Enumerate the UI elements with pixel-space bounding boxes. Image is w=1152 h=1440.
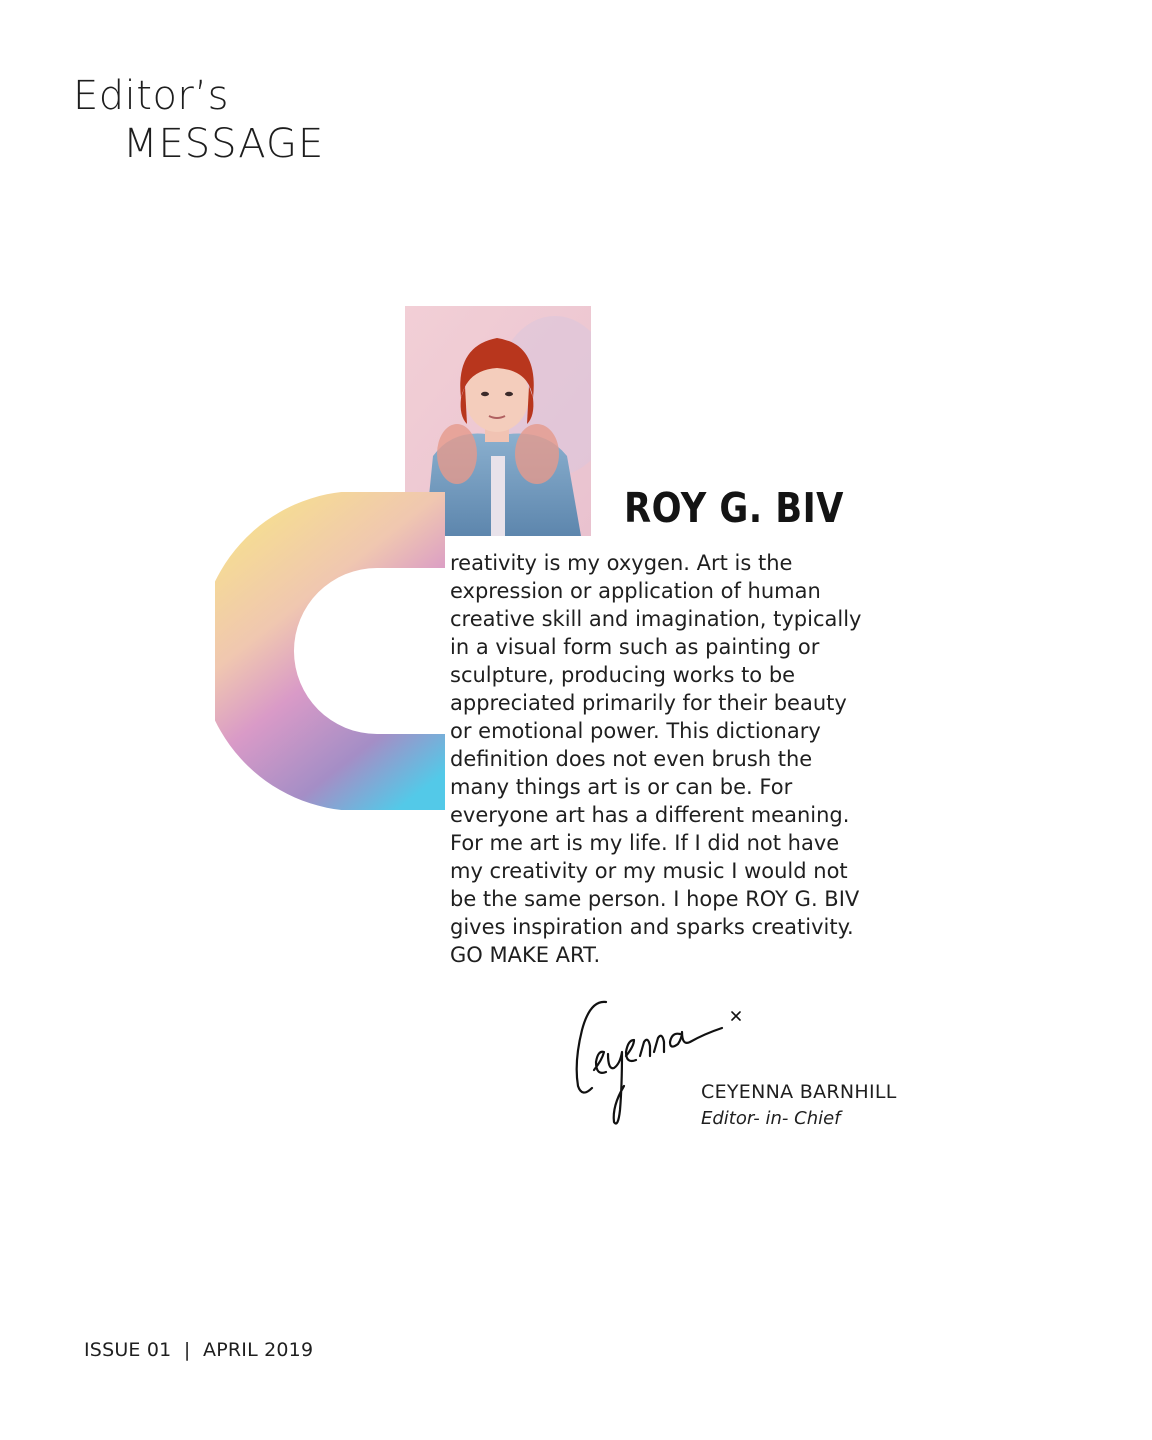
body-line: GO MAKE ART.: [450, 943, 601, 967]
body-line: expression or application of human: [450, 579, 821, 603]
body-line: definition does not even brush the: [450, 747, 813, 771]
issue-footer: ISSUE 01 | APRIL 2019: [84, 1339, 314, 1361]
body-line: creative skill and imagination, typically: [450, 607, 862, 631]
signer-role: Editor- in- Chief: [701, 1108, 841, 1129]
body-line: in a visual form such as painting or: [450, 635, 820, 659]
body-line: be the same person. I hope ROY G. BIV: [450, 887, 860, 911]
signer-name: CEYENNA BARNHILL: [701, 1081, 897, 1103]
body-line: reativity is my oxygen. Art is the: [450, 551, 793, 575]
drop-cap-gradient-c: [215, 492, 445, 810]
heading-message: MESSAGE: [123, 121, 325, 167]
body-line: sculpture, producing works to be: [450, 663, 796, 687]
magazine-title: ROY G. BIV: [624, 484, 844, 532]
body-line: gives inspiration and sparks creativity.: [450, 915, 854, 939]
body-line: or emotional power. This dictionary: [450, 719, 821, 743]
body-line: many things art is or can be. For: [450, 775, 793, 799]
body-line: everyone art has a different meaning.: [450, 803, 850, 827]
editor-message-body: [450, 549, 900, 969]
heading-editors: Editor’s: [73, 73, 229, 119]
body-line: For me art is my life. If I did not have: [450, 831, 840, 855]
body-line: my creativity or my music I would not: [450, 859, 848, 883]
body-line: appreciated primarily for their beauty: [450, 691, 847, 715]
